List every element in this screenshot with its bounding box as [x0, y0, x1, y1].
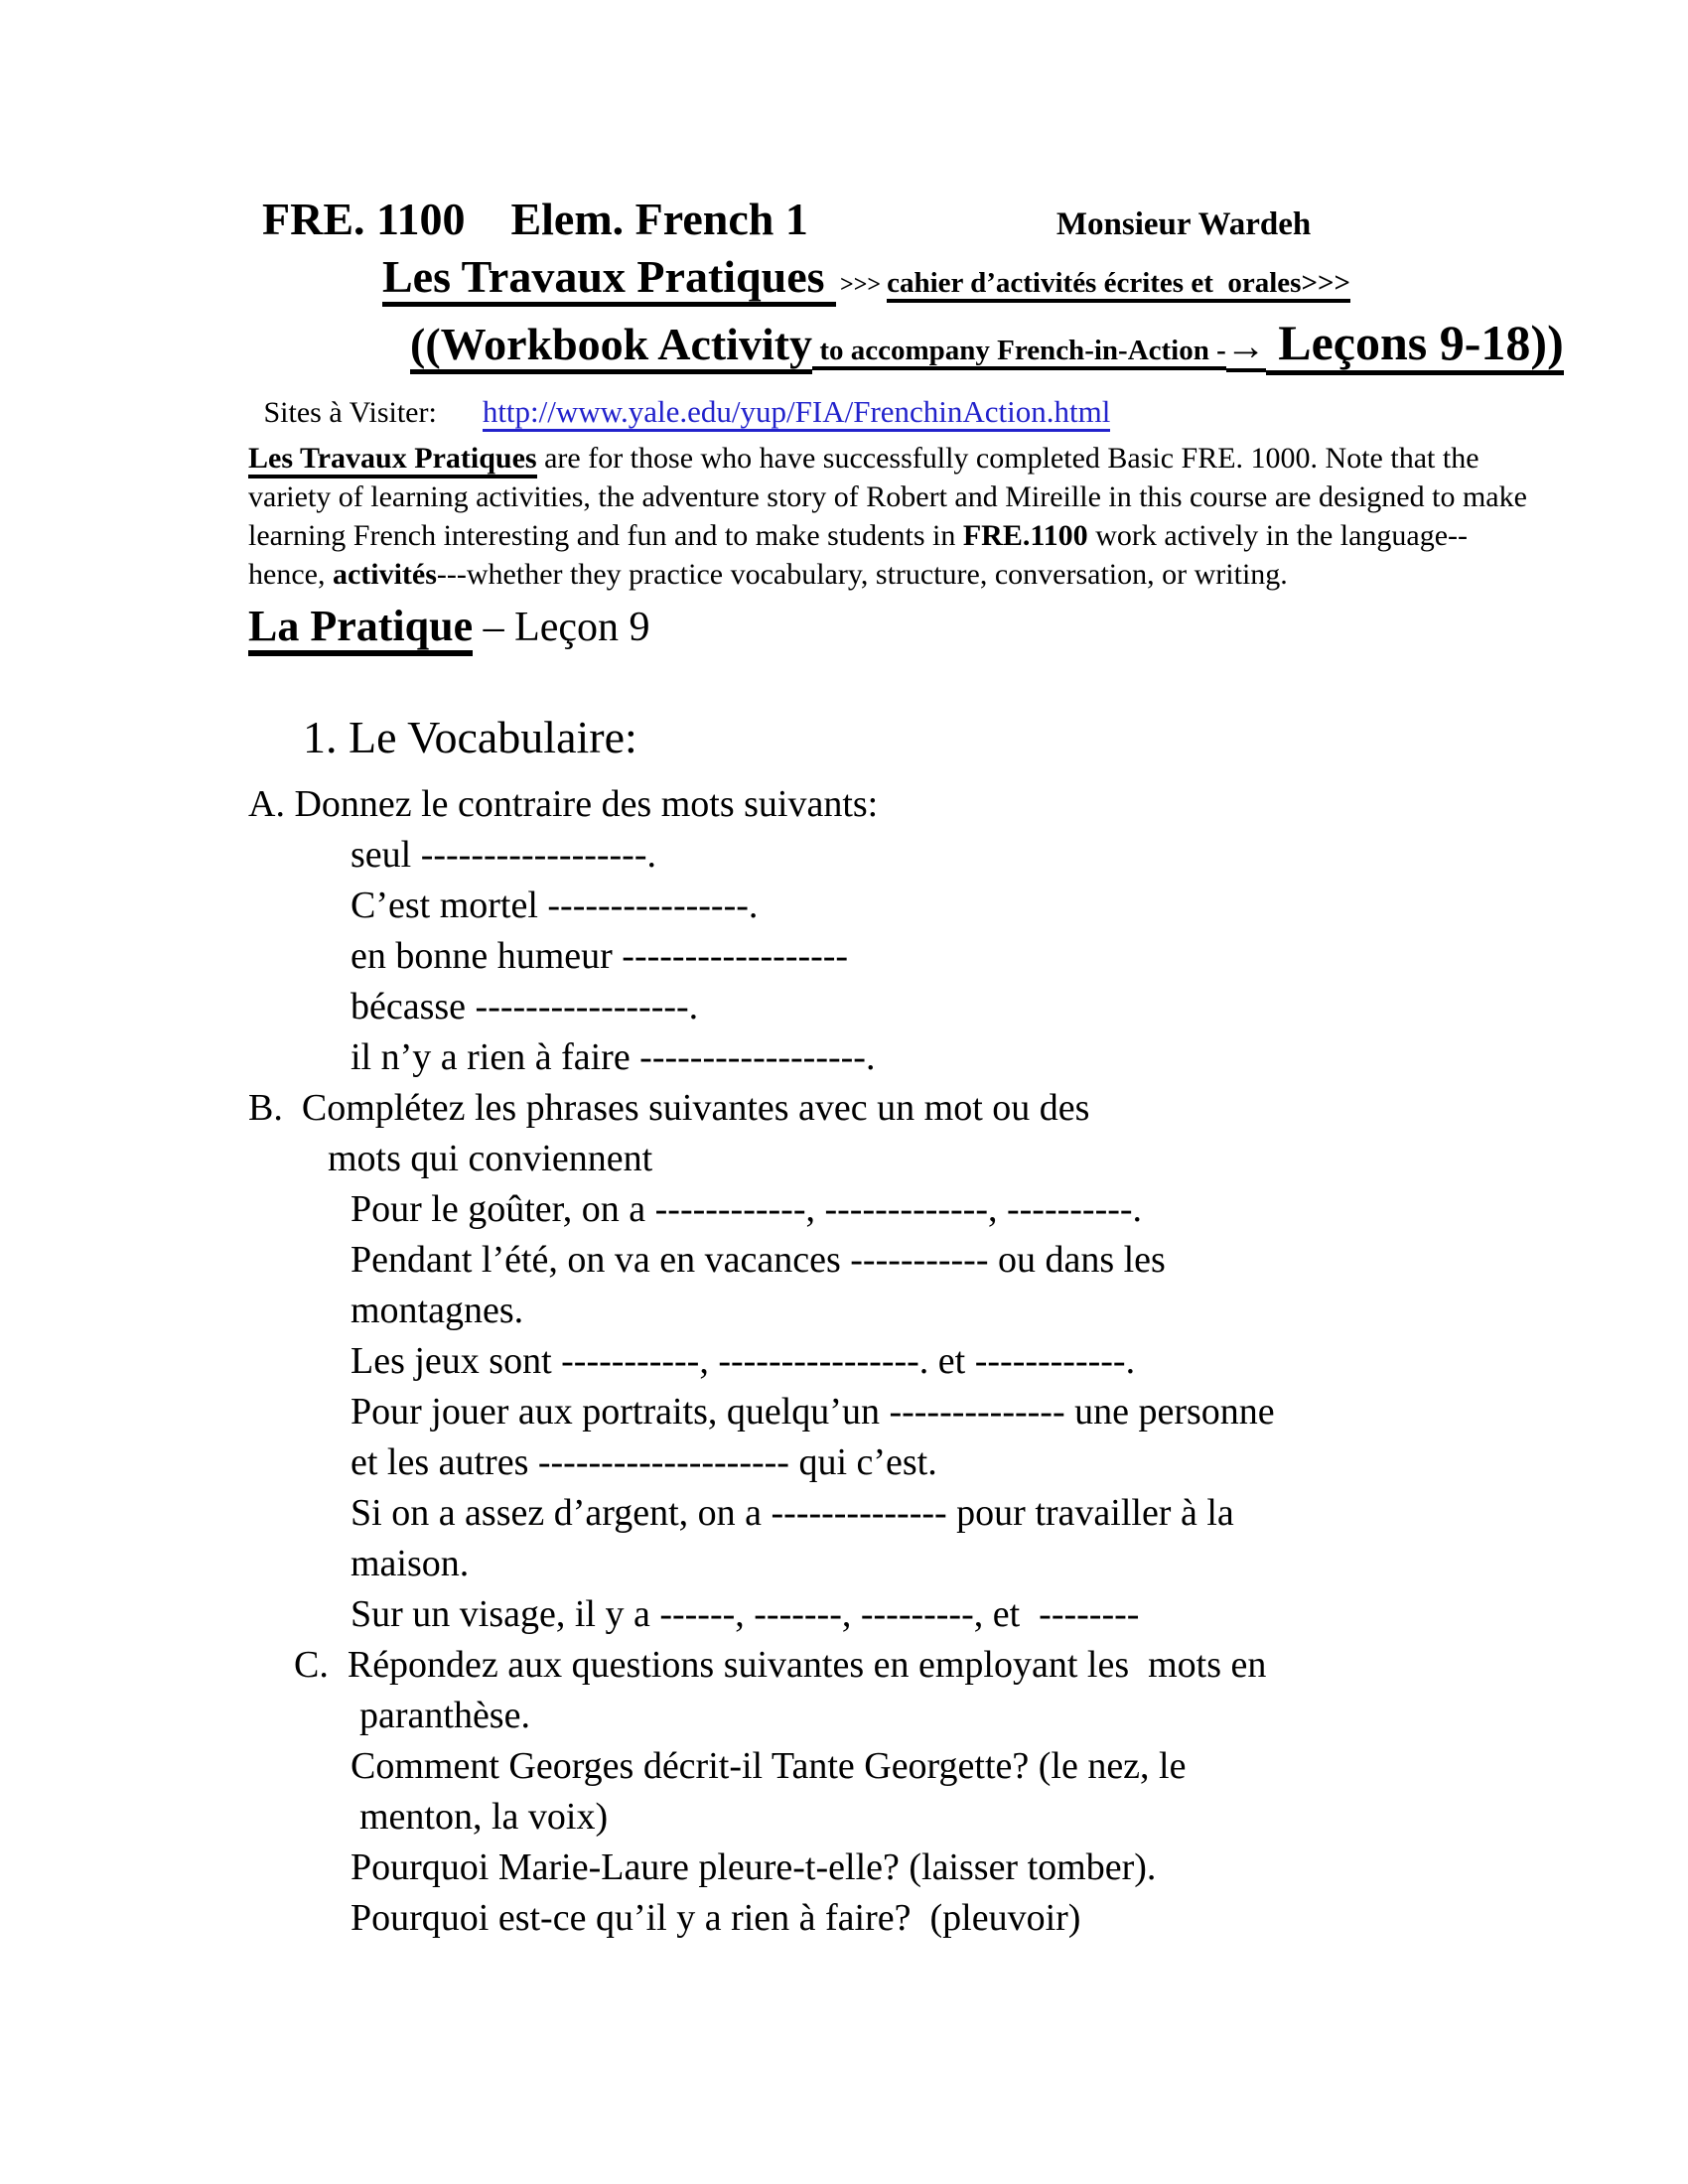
subtitle-open: ((Workbook Activity — [410, 319, 812, 374]
subtitle-mid: to accompany French-in-Action - — [812, 335, 1226, 370]
exercise-line: C. Répondez aux questions suivantes en employant les mots en — [294, 1643, 1267, 1686]
exercise-line: Pourquoi Marie-Laure pleure-t-elle? (laisser tomber). — [351, 1845, 1157, 1888]
exercise-line: Pour jouer aux portraits, quelqu’un -------------- une personne — [351, 1390, 1275, 1433]
sites-label: Sites à Visiter: — [256, 396, 437, 430]
exercise-line: B. Complétez les phrases suivantes avec un mot ou des — [248, 1086, 1090, 1129]
intro-text-3: ---whether they practice vocabulary, structure, conversation, or writing. — [436, 557, 1288, 591]
vocabulary-heading: 1. Le Vocabulaire: — [303, 712, 637, 763]
exercise-line: paranthèse. — [359, 1694, 530, 1736]
exercise-line: Pour le goûter, on a ------------, -------------, ----------. — [351, 1187, 1143, 1230]
subtitle-lessons-range: Leçons 9-18)) — [1266, 315, 1564, 375]
exercise-line: et les autres -------------------- qui c’est. — [351, 1440, 937, 1483]
exercise-line: seul ------------------. — [351, 833, 656, 876]
workbook-subtitle-line — [410, 315, 1564, 371]
intro-text-1: are for those who have successfully completed Basic FRE. 1000. Note that the variety of learning activities, the adventure story of Robert and Mireille in this course are designed to make learning French interesting and fun and to make students in — [248, 441, 1527, 552]
exercise-line: Pourquoi est-ce qu’il y a rien à faire? (pleuvoir) — [351, 1896, 1081, 1939]
exercise-line: Pendant l’été, on va en vacances ----------- ou dans les — [351, 1238, 1166, 1281]
workbook-title-line — [382, 252, 1549, 303]
exercise-line: maison. — [351, 1542, 470, 1584]
exercise-line: Sur un visage, il y a ------, -------, ---------, et -------- — [351, 1592, 1140, 1635]
course-title: Elem. French 1 — [510, 194, 808, 244]
lesson-title-suffix: – Leçon 9 — [473, 604, 650, 650]
intro-bold-activites: activités — [332, 557, 437, 591]
lesson-title-main: La Pratique — [248, 602, 473, 656]
workbook-title-subtitle: cahier d’activités écrites et orales>>> — [887, 267, 1350, 303]
exercise-line: Comment Georges décrit-il Tante Georgette? (le nez, le — [351, 1744, 1187, 1787]
exercise-line: il n’y a rien à faire ------------------. — [351, 1035, 876, 1078]
header-line-1 — [262, 195, 1549, 244]
course-code: FRE. 1100 — [262, 194, 466, 244]
exercise-lines — [248, 779, 1549, 1944]
exercise-line: A. Donnez le contraire des mots suivants: — [248, 782, 879, 825]
lesson-title — [248, 602, 1549, 652]
title-separator-chevrons: >>> — [840, 271, 882, 298]
intro-bold-course-code: FRE.1100 — [962, 518, 1088, 552]
sites-line — [256, 394, 1549, 431]
instructor-name: Monsieur Wardeh — [1055, 206, 1312, 242]
sites-url-link[interactable]: http://www.yale.edu/yup/FIA/FrenchinAction.html — [483, 394, 1111, 432]
exercise-line: C’est mortel ----------------. — [351, 884, 759, 926]
right-arrow-icon: → — [1226, 324, 1266, 372]
exercise-line: menton, la voix) — [359, 1795, 609, 1838]
exercise-line: Les jeux sont -----------, ----------------. et ------------. — [351, 1339, 1136, 1382]
exercise-line: mots qui conviennent — [328, 1137, 653, 1179]
exercise-line: Si on a assez d’argent, on a -------------- pour travailler à la — [351, 1491, 1234, 1534]
intro-lead-bold: Les Travaux Pratiques — [248, 442, 537, 478]
exercise-line: bécasse -----------------. — [351, 985, 699, 1027]
exercise-line: montagnes. — [351, 1289, 524, 1331]
intro-text-2: work actively in the language--hence, — [248, 518, 1469, 591]
exercise-line: en bonne humeur ------------------ — [351, 934, 849, 977]
workbook-title-main: Les Travaux Pratiques — [382, 251, 836, 307]
intro-paragraph — [248, 439, 1534, 594]
